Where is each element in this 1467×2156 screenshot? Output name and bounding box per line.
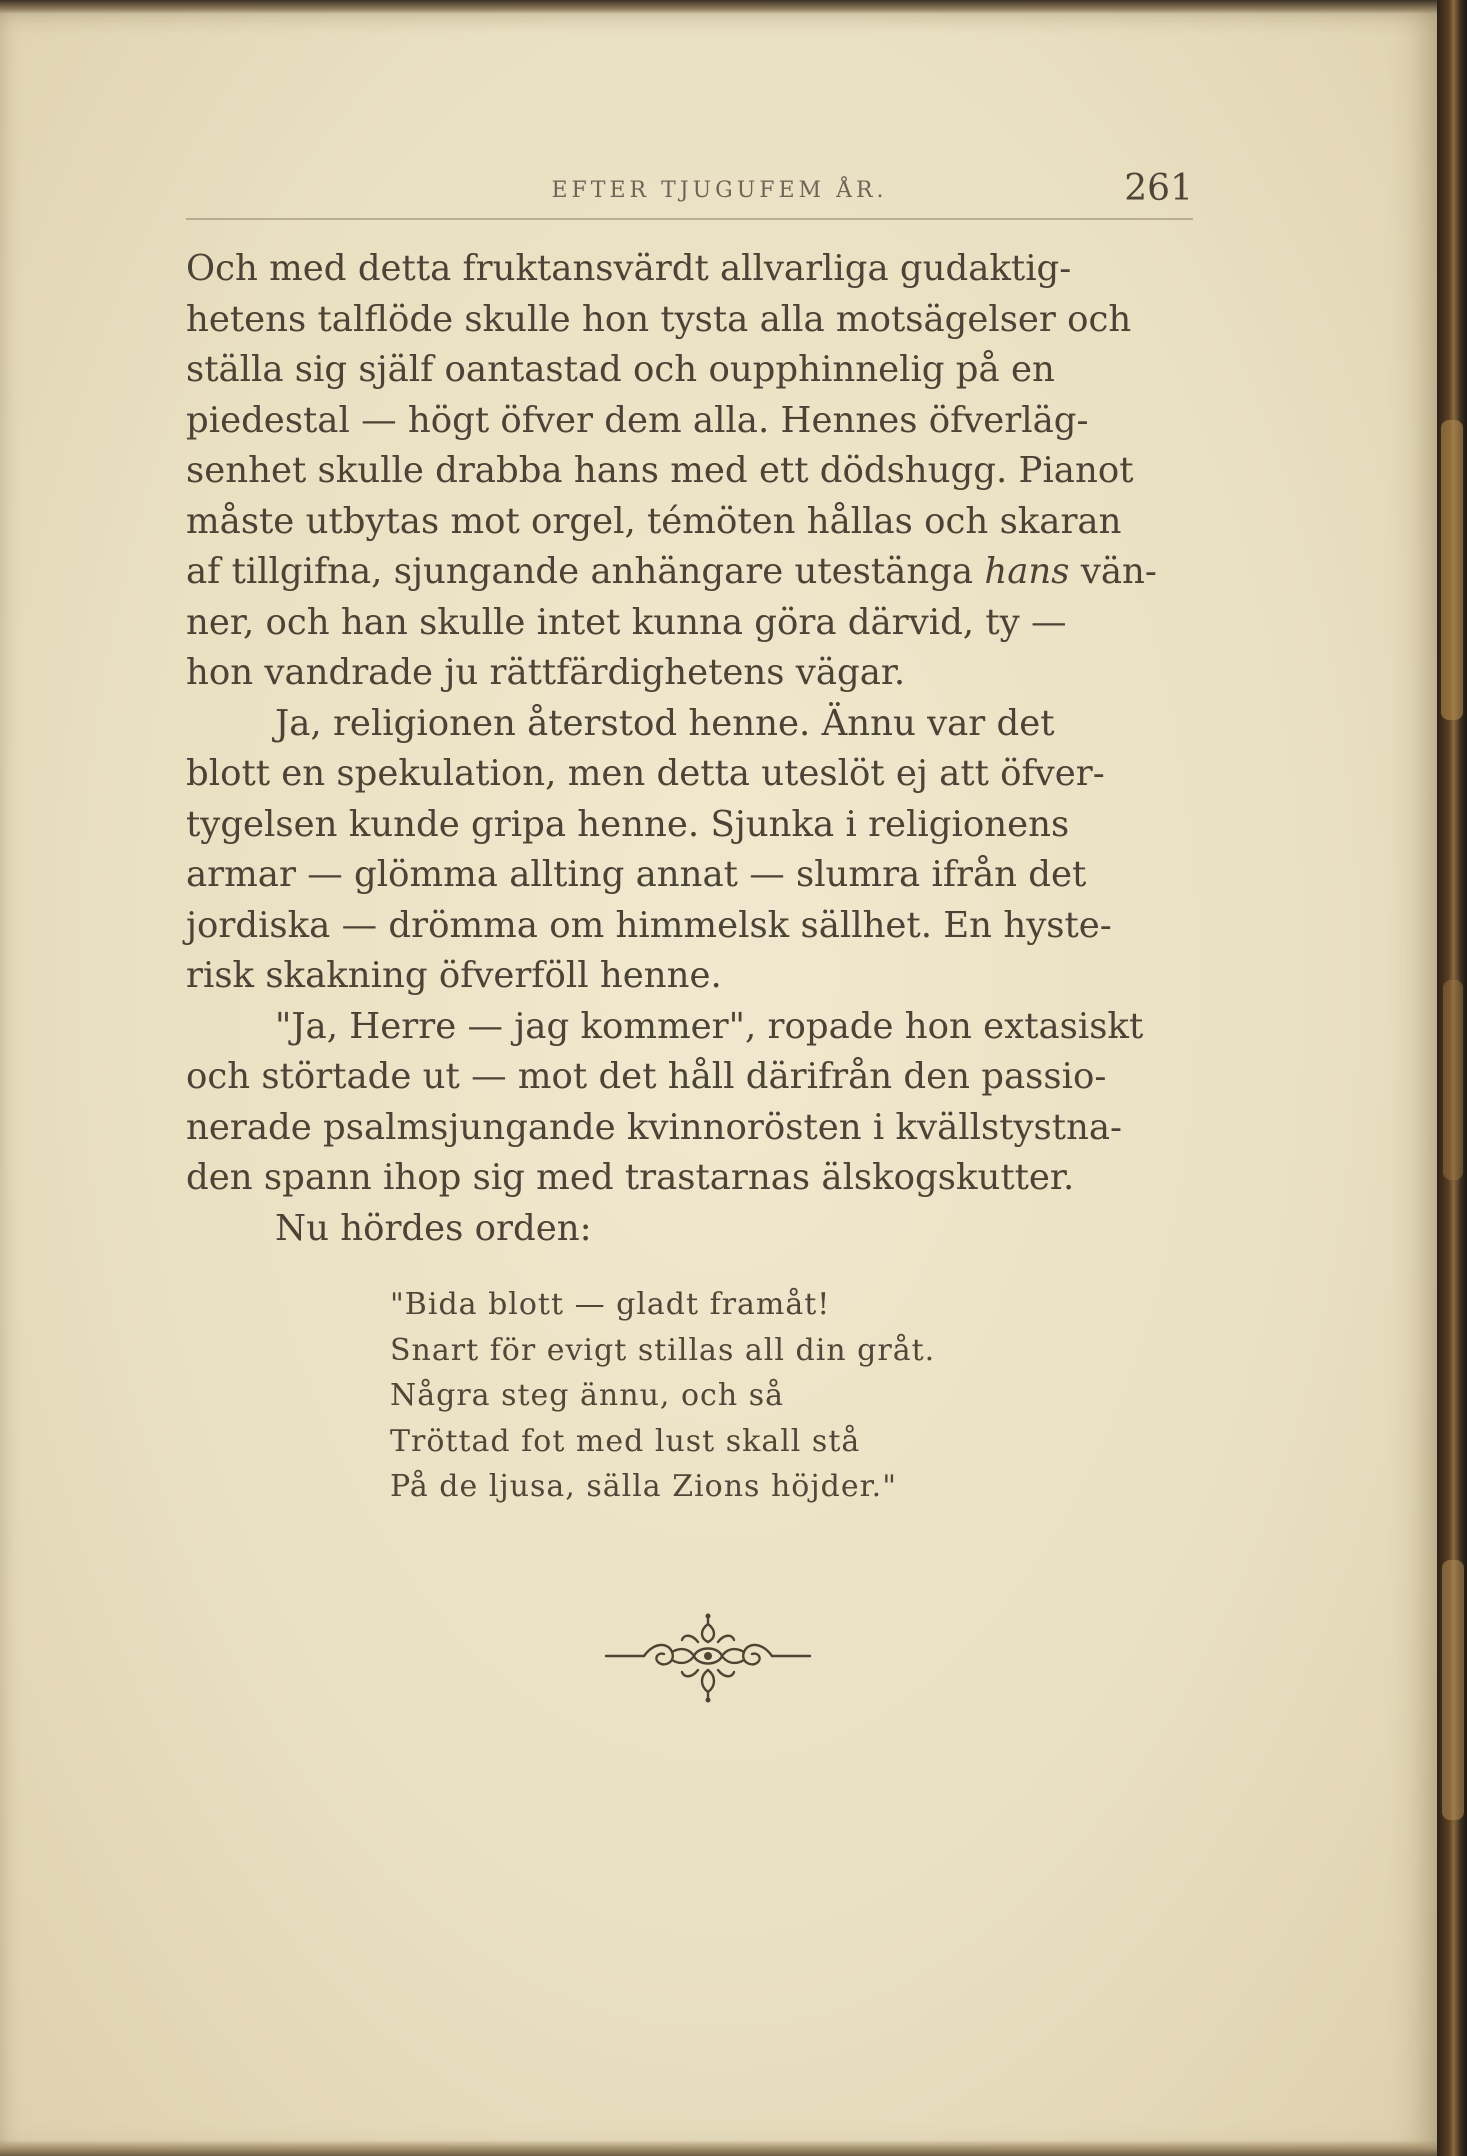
text-line: hetens talflöde skulle hon tysta alla motsägelser och xyxy=(186,298,1132,340)
body-text xyxy=(186,244,1236,1254)
text-line: den spann ihop sig med trastarnas älskogskutter. xyxy=(186,1157,1075,1198)
text-line: "Ja, Herre — jag kommer", ropade hon extasiskt xyxy=(275,1005,1144,1047)
page-header xyxy=(186,168,1193,220)
text-line: måste utbytas mot orgel, témöten hållas och skaran xyxy=(186,500,1122,542)
ornament-flourish-icon xyxy=(602,1612,814,1704)
text-line xyxy=(186,547,1236,598)
poem-verse xyxy=(390,1282,1090,1510)
text-segment: af tillgifna, sjungande anhängare utestänga xyxy=(186,551,985,592)
page-number: 261 xyxy=(1124,168,1193,209)
text-line: piedestal — högt öfver dem alla. Hennes öfverläg- xyxy=(186,399,1089,441)
page-top-edge xyxy=(0,0,1437,14)
text-line: och störtade ut — mot det håll därifrån den passio- xyxy=(186,1056,1107,1097)
text-line: Ja, religionen återstod henne. Ännu var det xyxy=(275,702,1055,744)
text-line: armar — glömma allting annat — slumra ifrån det xyxy=(186,854,1087,895)
poem-line: Tröttad fot med lust skall stå xyxy=(390,1423,861,1459)
text-line: Och med detta fruktansvärdt allvarliga gudaktig- xyxy=(186,248,1072,289)
text-line: hon vandrade ju rättfärdighetens vägar. xyxy=(186,652,906,693)
text-line: jordiska — drömma om himmelsk sällhet. En hyste- xyxy=(186,904,1112,946)
poem-line: Snart för evigt stillas all din gråt. xyxy=(390,1332,936,1368)
book-binding-edge xyxy=(1437,0,1467,2156)
text-line: tygelsen kunde gripa henne. Sjunka i religionens xyxy=(186,803,1070,845)
text-line: Nu hördes orden: xyxy=(275,1207,592,1249)
text-line: nerade psalmsjungande kvinnorösten i kvällstystna- xyxy=(186,1106,1123,1148)
poem-line: "Bida blott — gladt framåt! xyxy=(390,1287,831,1322)
text-line: ställa sig själf oantastad och oupphinnelig på en xyxy=(186,349,1055,390)
text-segment: vän- xyxy=(1069,551,1157,592)
running-head: EFTER TJUGUFEM ÅR. xyxy=(551,178,888,203)
page-bottom-edge xyxy=(0,2140,1437,2156)
italic-word: hans xyxy=(984,551,1070,592)
text-line: senhet skulle drabba hans med ett dödshugg. Pianot xyxy=(186,450,1134,491)
text-line: ner, och han skulle intet kunna göra därvid, ty — xyxy=(186,601,1067,643)
text-line: risk skakning öfverföll henne. xyxy=(186,955,722,996)
poem-line: På de ljusa, sälla Zions höjder." xyxy=(390,1469,897,1504)
header-rule xyxy=(186,218,1193,220)
poem-line: Några steg ännu, och så xyxy=(390,1378,784,1413)
text-line: blott en spekulation, men detta uteslöt ej att öfver- xyxy=(186,753,1105,794)
